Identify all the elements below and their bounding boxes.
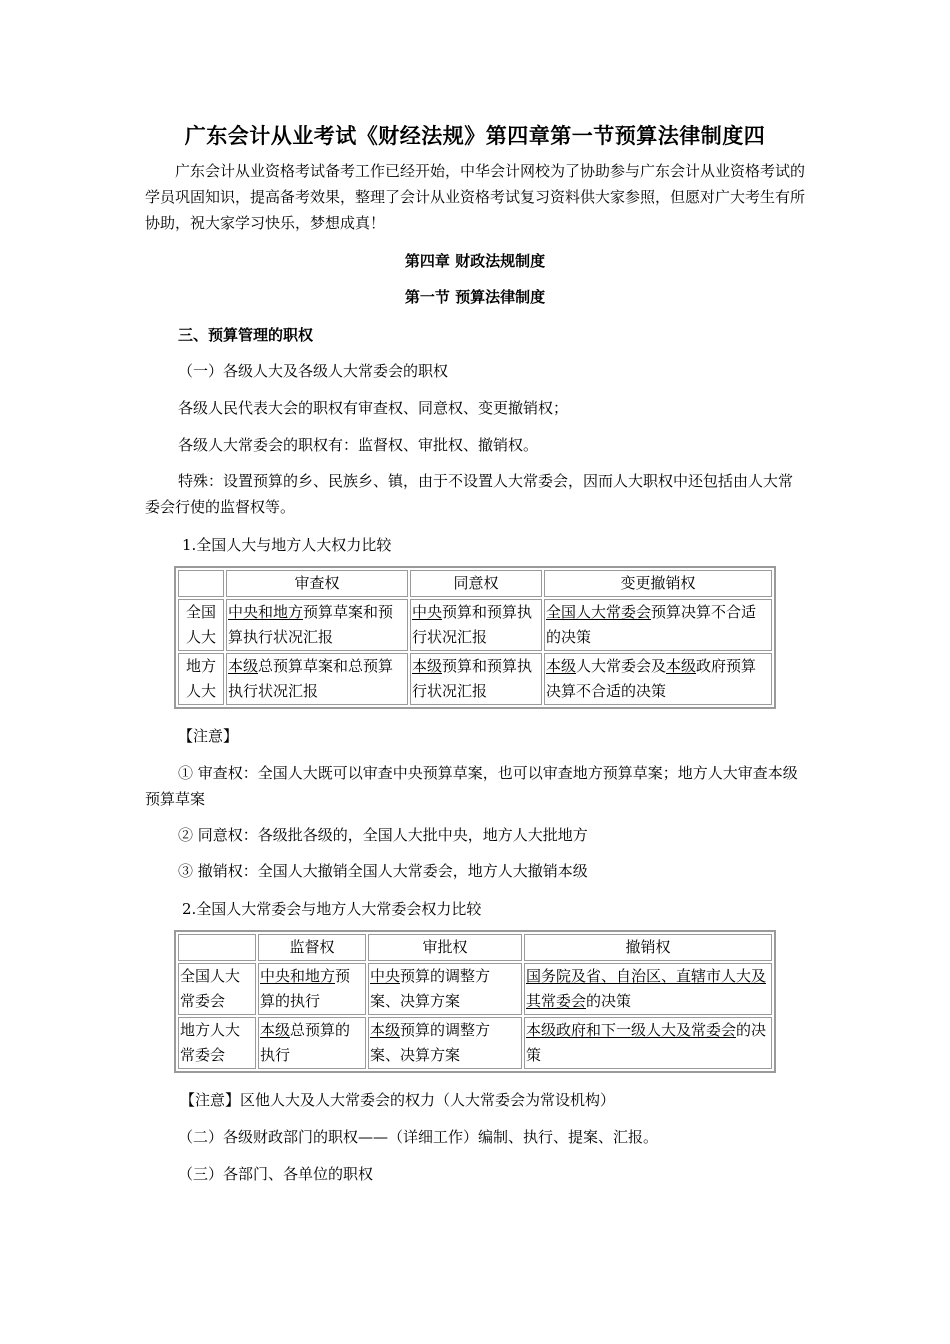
cell-text: 预算和预算执行状况汇报	[412, 603, 533, 646]
underlined-text: 中央	[370, 967, 401, 985]
paragraph-sub3: （三）各部门、各单位的职权	[178, 1165, 374, 1183]
header-cell: 审查权	[226, 570, 408, 597]
chapter-heading: 第四章 财政法规制度	[404, 252, 546, 270]
section-heading: 第一节 预算法律制度	[404, 288, 546, 306]
table-cell	[258, 1017, 366, 1069]
note-label: 【注意】	[178, 727, 239, 745]
note-item-2: ② 同意权：各级批各级的，全国人大批中央，地方人大批地方	[178, 826, 588, 844]
header-cell: 同意权	[410, 570, 542, 597]
table-cell	[226, 653, 408, 705]
header-cell: 监督权	[258, 934, 366, 961]
underlined-text: 中央和地方	[260, 967, 336, 985]
underlined-text: 本级	[370, 1021, 401, 1039]
underlined-text: 本级政府和下一级人大及常委会	[526, 1021, 737, 1039]
cell-text: 总预算草案和总预算执行状况汇报	[228, 657, 394, 700]
table-cell	[258, 963, 366, 1015]
cell-text: 政府预算决算不合适的决策	[546, 657, 757, 700]
header-cell-empty	[178, 570, 224, 597]
cell-text: 的决策	[586, 992, 632, 1010]
table-standing-committee-comparison	[174, 930, 776, 1073]
header-cell-empty	[178, 934, 256, 961]
table-cell	[524, 1017, 772, 1069]
table-cell	[368, 963, 522, 1015]
subsection-heading: 三、预算管理的职权	[178, 326, 314, 344]
underlined-text: 本级	[260, 1021, 291, 1039]
table-row	[178, 653, 772, 705]
table-cell	[226, 599, 408, 651]
table-cell	[368, 1017, 522, 1069]
table-row	[178, 1017, 772, 1069]
table-cell	[410, 599, 542, 651]
row-label: 全国人大	[178, 599, 224, 651]
cell-text: 预算草案和预算执行状况汇报	[228, 603, 394, 646]
underlined-text: 中央和地方	[228, 603, 304, 621]
underlined-text: 本级	[666, 657, 697, 675]
paragraph-npc-powers: 各级人民代表大会的职权有审查权、同意权、变更撤销权；	[178, 399, 569, 417]
table-cell	[544, 599, 772, 651]
table-row	[178, 963, 772, 1015]
table-cell	[410, 653, 542, 705]
paragraph-sub2: （二）各级财政部门的职权——（详细工作）编制、执行、提案、汇报。	[178, 1128, 659, 1146]
cell-text: 预算的调整方案、决算方案	[370, 967, 491, 1010]
header-cell: 审批权	[368, 934, 522, 961]
underlined-text: 本级	[228, 657, 259, 675]
header-cell: 撤销权	[524, 934, 772, 961]
row-label: 全国人大常委会	[178, 963, 256, 1015]
note-item-3: ③ 撤销权：全国人大撤销全国人大常委会，地方人大撤销本级	[178, 862, 588, 880]
underlined-text: 本级	[412, 657, 443, 675]
table-cell	[524, 963, 772, 1015]
note-final: 【注意】区他人大及人大常委会的权力（人大常委会为常设机构）	[180, 1091, 616, 1109]
table-cell	[544, 653, 772, 705]
header-cell: 变更撤销权	[544, 570, 772, 597]
table1-caption: 1.全国人大与地方人大权力比较	[182, 536, 392, 554]
underlined-text: 中央	[412, 603, 443, 621]
note-item-1: ① 审查权：全国人大既可以审查中央预算草案，也可以审查地方预算草案；地方人大审查本级预算草案	[145, 764, 798, 808]
cell-text: 预算和预算执行状况汇报	[412, 657, 533, 700]
intro-paragraph: 广东会计从业资格考试备考工作已经开始，中华会计网校为了协助参与广东会计从业资格考试的学员巩固知识，提高备考效果，整理了会计从业资格考试复习资料供大家参照，但愿对广大考生有所协助，祝大家学习快乐，梦想成真！	[145, 162, 806, 232]
document-title: 广东会计从业考试《财经法规》第四章第一节预算法律制度四	[184, 123, 766, 148]
table-header-row	[178, 934, 772, 961]
paragraph-special: 特殊：设置预算的乡、民族乡、镇，由于不设置人大常委会，因而人大职权中还包括由人大常委会行使的监督权等。	[145, 472, 794, 516]
cell-text: 预算的调整方案、决算方案	[370, 1021, 491, 1064]
underlined-text: 全国人大常委会	[546, 603, 652, 621]
underlined-text: 本级	[546, 657, 577, 675]
row-label: 地方人大	[178, 653, 224, 705]
table-header-row	[178, 570, 772, 597]
cell-text: 的决策	[526, 1021, 767, 1064]
table-row	[178, 599, 772, 651]
table2-caption: 2.全国人大常委会与地方人大常委会权力比较	[182, 900, 482, 918]
underlined-text: 国务院及省、自治区、直辖市人大及其常委会	[526, 967, 767, 1010]
cell-text: 总预算的执行	[260, 1021, 351, 1064]
table-npc-comparison	[174, 566, 776, 709]
paragraph-sub1: （一）各级人大及各级人大常委会的职权	[178, 362, 449, 380]
cell-text: 人大常委会及	[576, 657, 667, 675]
paragraph-standing-powers: 各级人大常委会的职权有：监督权、审批权、撤销权。	[178, 436, 539, 454]
cell-text: 预算决算不合适的决策	[546, 603, 757, 646]
row-label: 地方人大常委会	[178, 1017, 256, 1069]
cell-text: 预算的执行	[260, 967, 351, 1010]
